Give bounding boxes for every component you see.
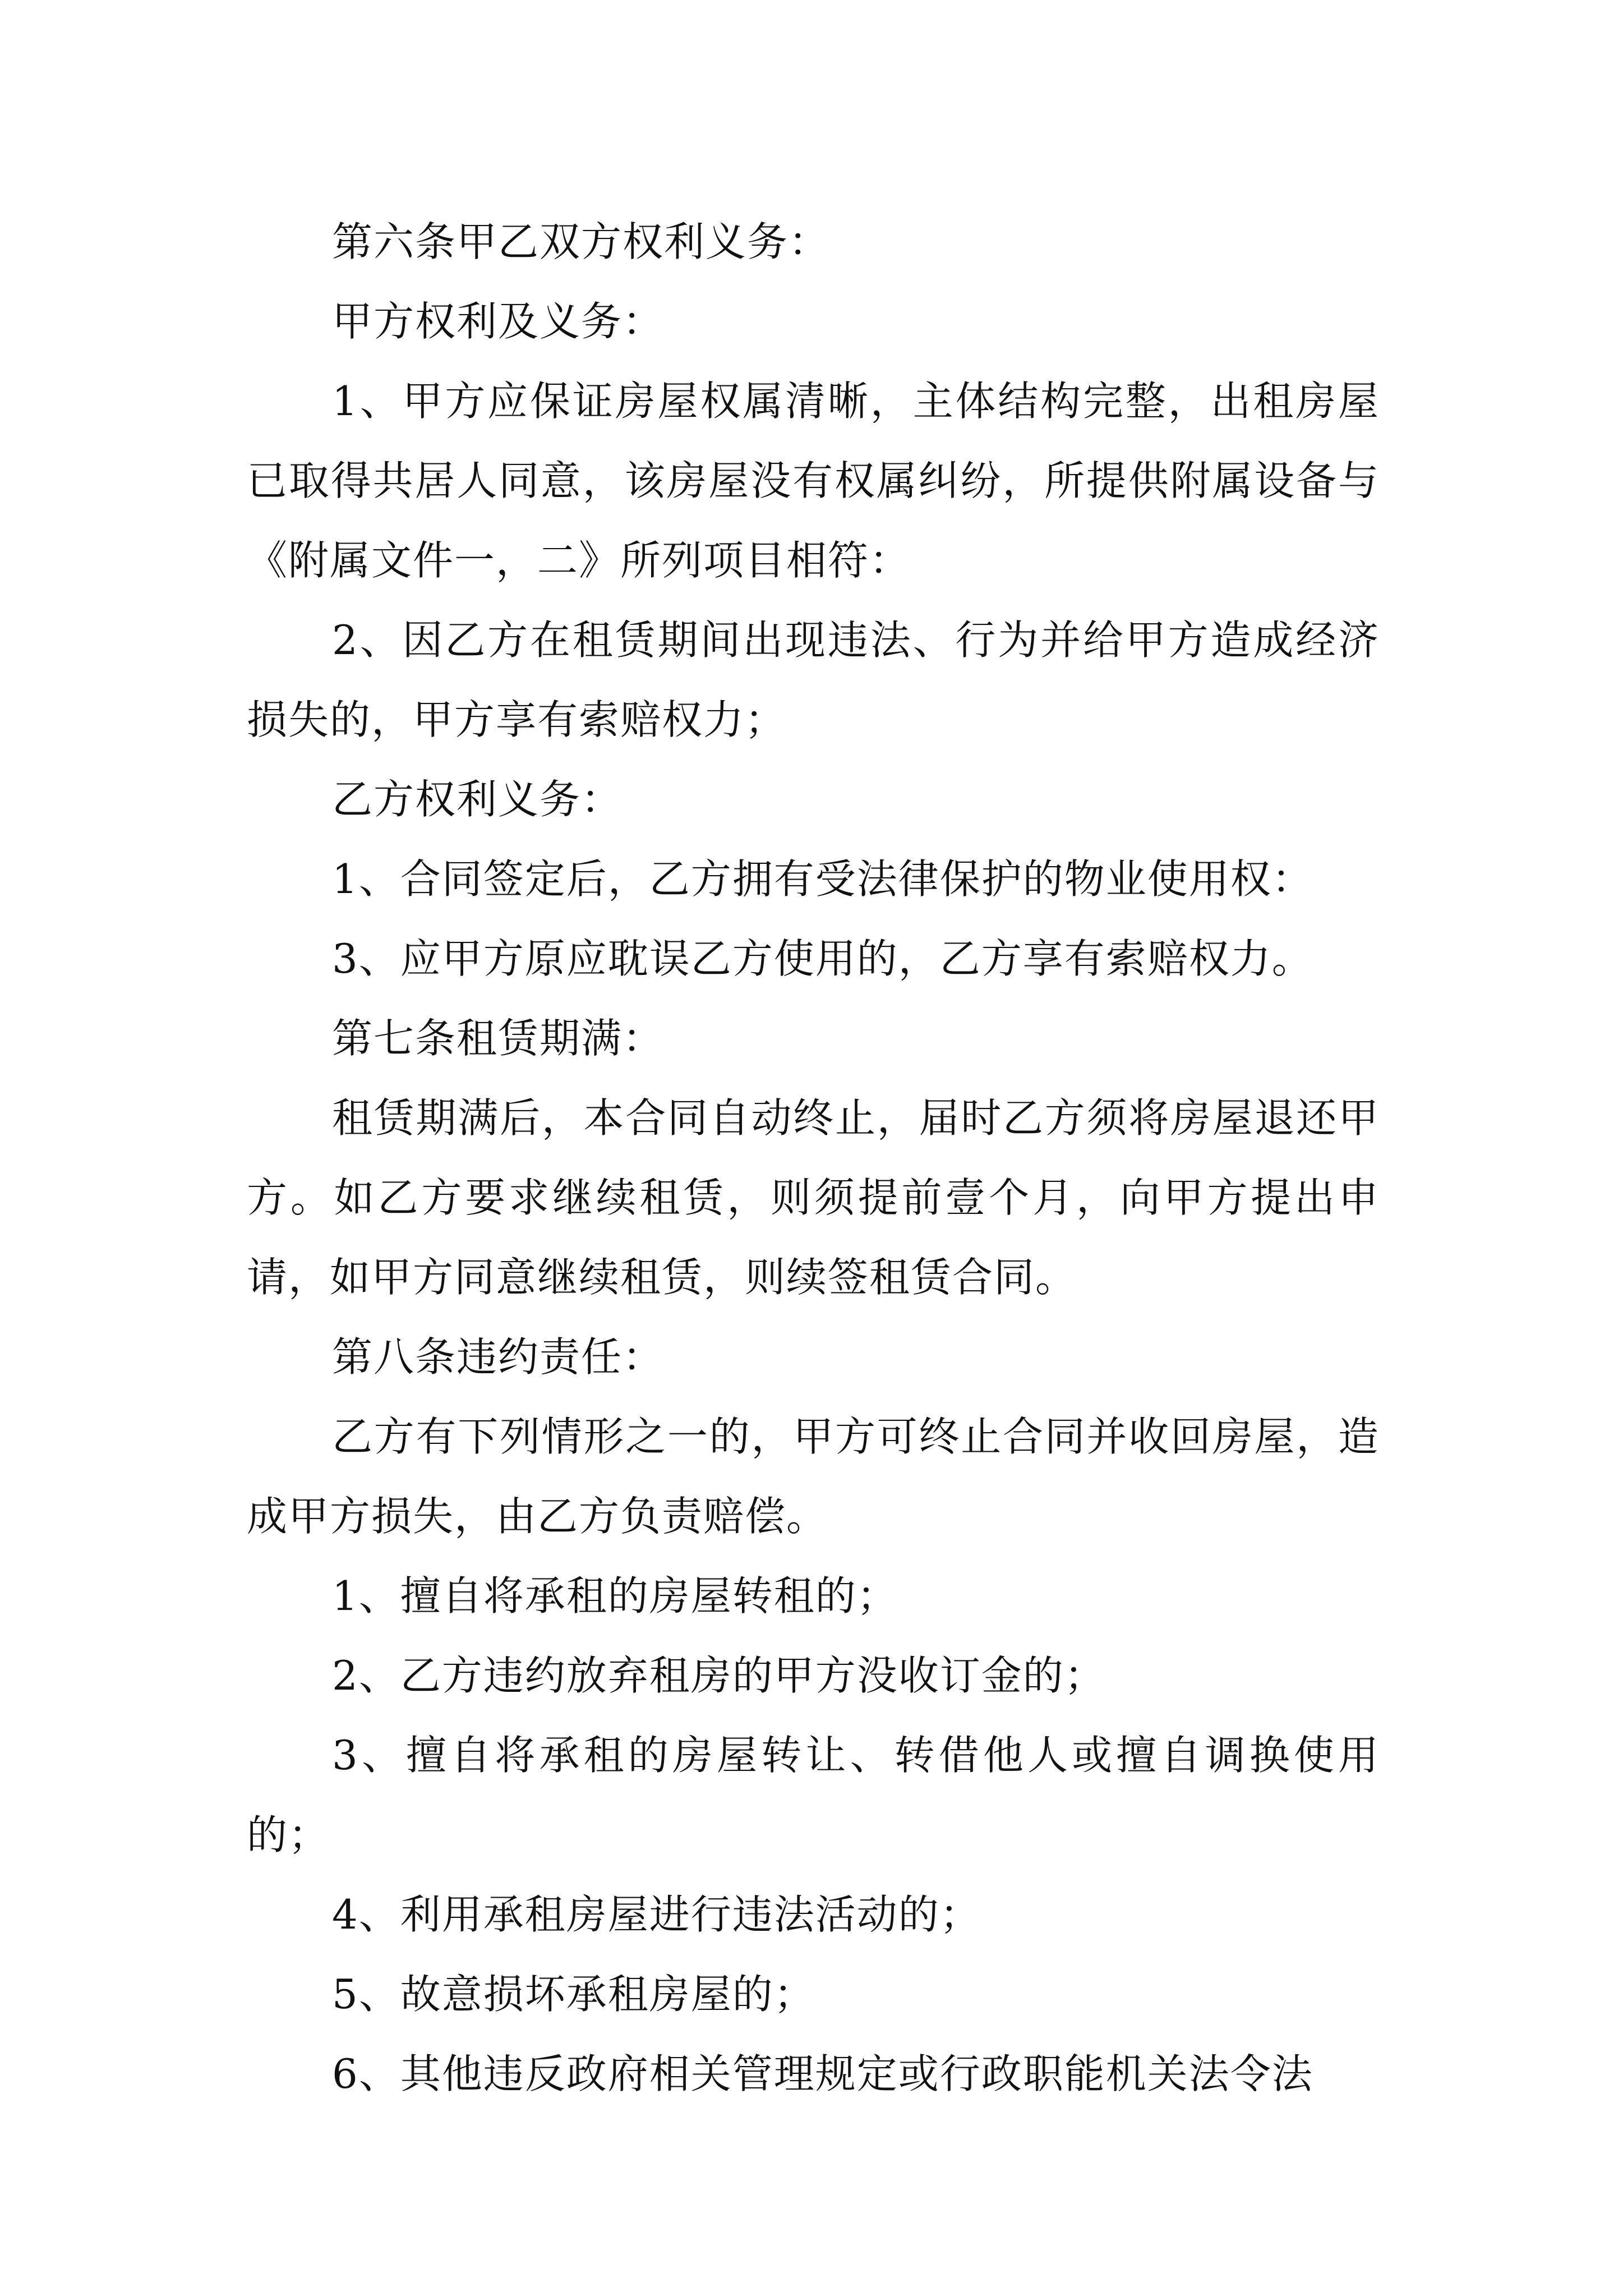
breach-item-4: 4、利用承租房屋进行违法活动的；	[332, 1891, 981, 1938]
article-7-body: 租赁期满后，本合同自动终止，届时乙方须将房屋退还甲方。如乙方要求继续租赁，则须提前壹个月，向甲方提出申请，如甲方同意继续租赁，则续签租赁合同。	[247, 1094, 1380, 1301]
article-8-intro: 乙方有下列情形之一的，甲方可终止合同并收回房屋，造成甲方损失，由乙方负责赔偿。	[247, 1413, 1380, 1540]
party-b-clause-1: 1、合同签定后，乙方拥有受法律保护的物业使用权：	[332, 855, 1313, 903]
article-8-heading: 第八条违约责任：	[332, 1333, 665, 1381]
contract-body	[247, 202, 1380, 2114]
breach-item-1: 1、擅自将承租的房屋转租的；	[332, 1572, 898, 1619]
breach-item-6: 6、其他违反政府相关管理规定或行政职能机关法令法	[332, 2050, 1313, 2097]
party-a-clause-2: 2、因乙方在租赁期间出现违法、行为并给甲方造成经济损失的，甲方享有索赔权力；	[247, 616, 1380, 743]
breach-item-3: 3、擅自将承租的房屋转让、转借他人或擅自调换使用的；	[247, 1732, 1380, 1858]
article-6-heading: 第六条甲乙双方权利义务：	[332, 218, 831, 265]
party-a-clause-1: 1、甲方应保证房屋权属清晰，主体结构完整，出租房屋已取得共居人同意，该房屋没有权属纠纷，所提供附属设备与《附属文件一，二》所列项目相符：	[247, 378, 1380, 584]
breach-item-2: 2、乙方违约放弃租房的甲方没收订金的；	[332, 1652, 1106, 1699]
party-a-rights-heading: 甲方权利及义务：	[332, 298, 665, 345]
party-b-clause-3: 3、应甲方原应耽误乙方使用的，乙方享有索赔权力。	[332, 935, 1313, 982]
party-b-rights-heading: 乙方权利义务：	[332, 776, 623, 823]
article-7-heading: 第七条租赁期满：	[332, 1015, 665, 1062]
breach-item-5: 5、故意损坏承租房屋的；	[332, 1971, 815, 2018]
